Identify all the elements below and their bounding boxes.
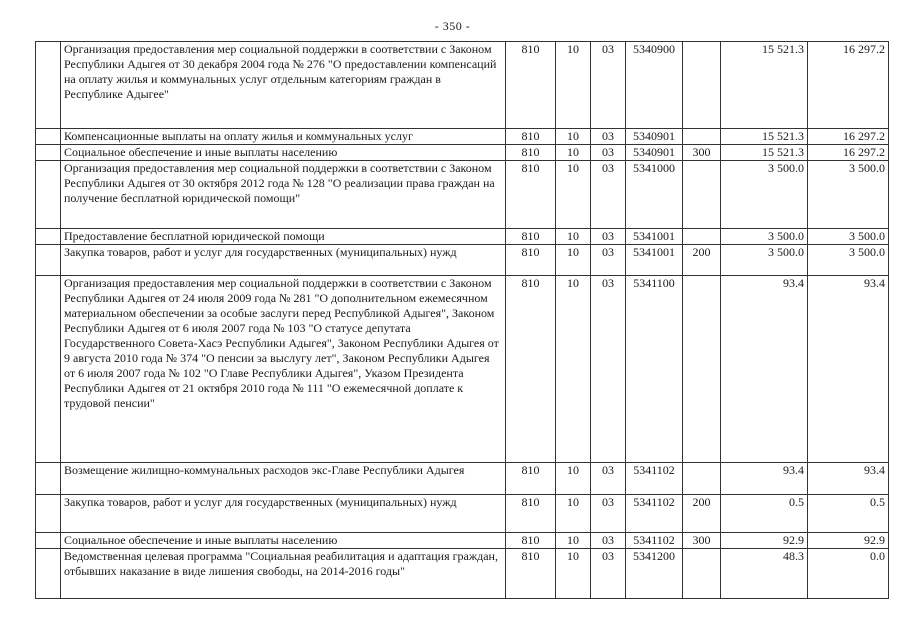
row-description: Ведомственная целевая программа "Социальная реабилитация и адаптация граждан, отбывших наказание в виде лишения свободы, на 2014-2016 годы" bbox=[61, 549, 506, 599]
row-margin-cell bbox=[36, 533, 61, 549]
row-section-code: 10 bbox=[556, 276, 591, 463]
row-margin-cell bbox=[36, 245, 61, 276]
row-subsection-code: 03 bbox=[591, 161, 626, 229]
row-description: Закупка товаров, работ и услуг для государственных (муниципальных) нужд bbox=[61, 245, 506, 276]
table-row bbox=[36, 42, 889, 129]
row-expense-kind bbox=[683, 549, 721, 599]
table-row bbox=[36, 129, 889, 145]
row-margin-cell bbox=[36, 495, 61, 533]
row-margin-cell bbox=[36, 276, 61, 463]
row-description: Организация предоставления мер социальной поддержки в соответствии с Законом Республики Адыгея от 30 декабря 2004 года № 276 "О предоставлении компенсаций на оплату жилья и коммунальных услуг отдельным категориям граждан в Республике Адыгее" bbox=[61, 42, 506, 129]
table-row bbox=[36, 245, 889, 276]
row-section-code: 10 bbox=[556, 463, 591, 495]
row-target-article: 5340900 bbox=[626, 42, 683, 129]
row-ministry-code: 810 bbox=[506, 549, 556, 599]
row-target-article: 5340901 bbox=[626, 129, 683, 145]
row-subsection-code: 03 bbox=[591, 495, 626, 533]
row-amount-second: 16 297.2 bbox=[808, 145, 889, 161]
row-description: Социальное обеспечение и иные выплаты населению bbox=[61, 533, 506, 549]
row-amount-second: 16 297.2 bbox=[808, 129, 889, 145]
row-amount-second: 0.5 bbox=[808, 495, 889, 533]
table-row bbox=[36, 495, 889, 533]
row-target-article: 5341001 bbox=[626, 229, 683, 245]
row-amount-first: 3 500.0 bbox=[721, 161, 808, 229]
row-expense-kind bbox=[683, 229, 721, 245]
row-amount-second: 93.4 bbox=[808, 463, 889, 495]
row-ministry-code: 810 bbox=[506, 129, 556, 145]
row-amount-second: 92.9 bbox=[808, 533, 889, 549]
row-target-article: 5341200 bbox=[626, 549, 683, 599]
budget-table bbox=[35, 41, 889, 599]
row-section-code: 10 bbox=[556, 229, 591, 245]
row-description: Закупка товаров, работ и услуг для государственных (муниципальных) нужд bbox=[61, 495, 506, 533]
row-section-code: 10 bbox=[556, 533, 591, 549]
table-row bbox=[36, 276, 889, 463]
row-section-code: 10 bbox=[556, 495, 591, 533]
row-margin-cell bbox=[36, 42, 61, 129]
row-expense-kind bbox=[683, 42, 721, 129]
row-subsection-code: 03 bbox=[591, 549, 626, 599]
row-ministry-code: 810 bbox=[506, 229, 556, 245]
row-section-code: 10 bbox=[556, 161, 591, 229]
row-ministry-code: 810 bbox=[506, 276, 556, 463]
row-amount-first: 15 521.3 bbox=[721, 145, 808, 161]
row-expense-kind: 200 bbox=[683, 245, 721, 276]
row-margin-cell bbox=[36, 145, 61, 161]
table-row bbox=[36, 161, 889, 229]
row-subsection-code: 03 bbox=[591, 42, 626, 129]
row-target-article: 5341102 bbox=[626, 463, 683, 495]
row-amount-first: 15 521.3 bbox=[721, 42, 808, 129]
row-margin-cell bbox=[36, 129, 61, 145]
table-row bbox=[36, 463, 889, 495]
row-subsection-code: 03 bbox=[591, 245, 626, 276]
row-expense-kind bbox=[683, 129, 721, 145]
row-subsection-code: 03 bbox=[591, 463, 626, 495]
row-amount-second: 0.0 bbox=[808, 549, 889, 599]
row-description: Возмещение жилищно-коммунальных расходов экс-Главе Республики Адыгея bbox=[61, 463, 506, 495]
row-subsection-code: 03 bbox=[591, 129, 626, 145]
row-expense-kind: 300 bbox=[683, 533, 721, 549]
table-row bbox=[36, 549, 889, 599]
page-number: - 350 - bbox=[434, 19, 471, 33]
row-amount-first: 0.5 bbox=[721, 495, 808, 533]
row-expense-kind bbox=[683, 276, 721, 463]
table-row bbox=[36, 229, 889, 245]
table-row bbox=[36, 533, 889, 549]
row-section-code: 10 bbox=[556, 129, 591, 145]
row-ministry-code: 810 bbox=[506, 245, 556, 276]
row-description: Организация предоставления мер социальной поддержки в соответствии с Законом Республики Адыгея от 24 июля 2009 года № 281 "О дополнительном ежемесячном материальном обеспечении за особые заслуги перед Республикой Адыгея", Законом Республики Адыгея от 6 июля 2007 года № 103 "О статусе депутата Государственного Совета-Хасэ Республики Адыгея", Законом Республики Адыгея от 9 августа 2010 года № 374 "О пенсии за выслугу лет", Законом Республики Адыгея от 6 июля 2007 года № 102 "О Главе Республики Адыгея", Указом Президента Республики Адыгея от 21 октября 2010 года № 111 "О ежемесячной доплате к трудовой пенсии" bbox=[61, 276, 506, 463]
row-amount-second: 16 297.2 bbox=[808, 42, 889, 129]
row-amount-first: 15 521.3 bbox=[721, 129, 808, 145]
row-target-article: 5341102 bbox=[626, 495, 683, 533]
row-ministry-code: 810 bbox=[506, 145, 556, 161]
row-amount-second: 93.4 bbox=[808, 276, 889, 463]
row-margin-cell bbox=[36, 463, 61, 495]
table-row bbox=[36, 145, 889, 161]
row-margin-cell bbox=[36, 229, 61, 245]
row-margin-cell bbox=[36, 549, 61, 599]
row-margin-cell bbox=[36, 161, 61, 229]
row-description: Организация предоставления мер социальной поддержки в соответствии с Законом Республики Адыгея от 30 октября 2012 года № 128 "О реализации права граждан на получение бесплатной юридической помощи" bbox=[61, 161, 506, 229]
row-amount-first: 92.9 bbox=[721, 533, 808, 549]
row-target-article: 5341001 bbox=[626, 245, 683, 276]
row-target-article: 5341000 bbox=[626, 161, 683, 229]
row-amount-first: 3 500.0 bbox=[721, 229, 808, 245]
row-subsection-code: 03 bbox=[591, 276, 626, 463]
row-section-code: 10 bbox=[556, 245, 591, 276]
row-expense-kind bbox=[683, 161, 721, 229]
row-ministry-code: 810 bbox=[506, 533, 556, 549]
row-amount-second: 3 500.0 bbox=[808, 161, 889, 229]
row-amount-first: 3 500.0 bbox=[721, 245, 808, 276]
row-description: Предоставление бесплатной юридической помощи bbox=[61, 229, 506, 245]
row-amount-first: 93.4 bbox=[721, 463, 808, 495]
row-target-article: 5340901 bbox=[626, 145, 683, 161]
row-subsection-code: 03 bbox=[591, 145, 626, 161]
row-subsection-code: 03 bbox=[591, 533, 626, 549]
row-description: Компенсационные выплаты на оплату жилья и коммунальных услуг bbox=[61, 129, 506, 145]
row-amount-second: 3 500.0 bbox=[808, 245, 889, 276]
row-expense-kind: 300 bbox=[683, 145, 721, 161]
row-amount-second: 3 500.0 bbox=[808, 229, 889, 245]
row-ministry-code: 810 bbox=[506, 161, 556, 229]
row-amount-first: 93.4 bbox=[721, 276, 808, 463]
row-section-code: 10 bbox=[556, 42, 591, 129]
row-ministry-code: 810 bbox=[506, 463, 556, 495]
row-description: Социальное обеспечение и иные выплаты населению bbox=[61, 145, 506, 161]
row-expense-kind bbox=[683, 463, 721, 495]
row-target-article: 5341100 bbox=[626, 276, 683, 463]
row-target-article: 5341102 bbox=[626, 533, 683, 549]
row-subsection-code: 03 bbox=[591, 229, 626, 245]
row-expense-kind: 200 bbox=[683, 495, 721, 533]
row-ministry-code: 810 bbox=[506, 495, 556, 533]
row-amount-first: 48.3 bbox=[721, 549, 808, 599]
row-section-code: 10 bbox=[556, 549, 591, 599]
row-section-code: 10 bbox=[556, 145, 591, 161]
row-ministry-code: 810 bbox=[506, 42, 556, 129]
